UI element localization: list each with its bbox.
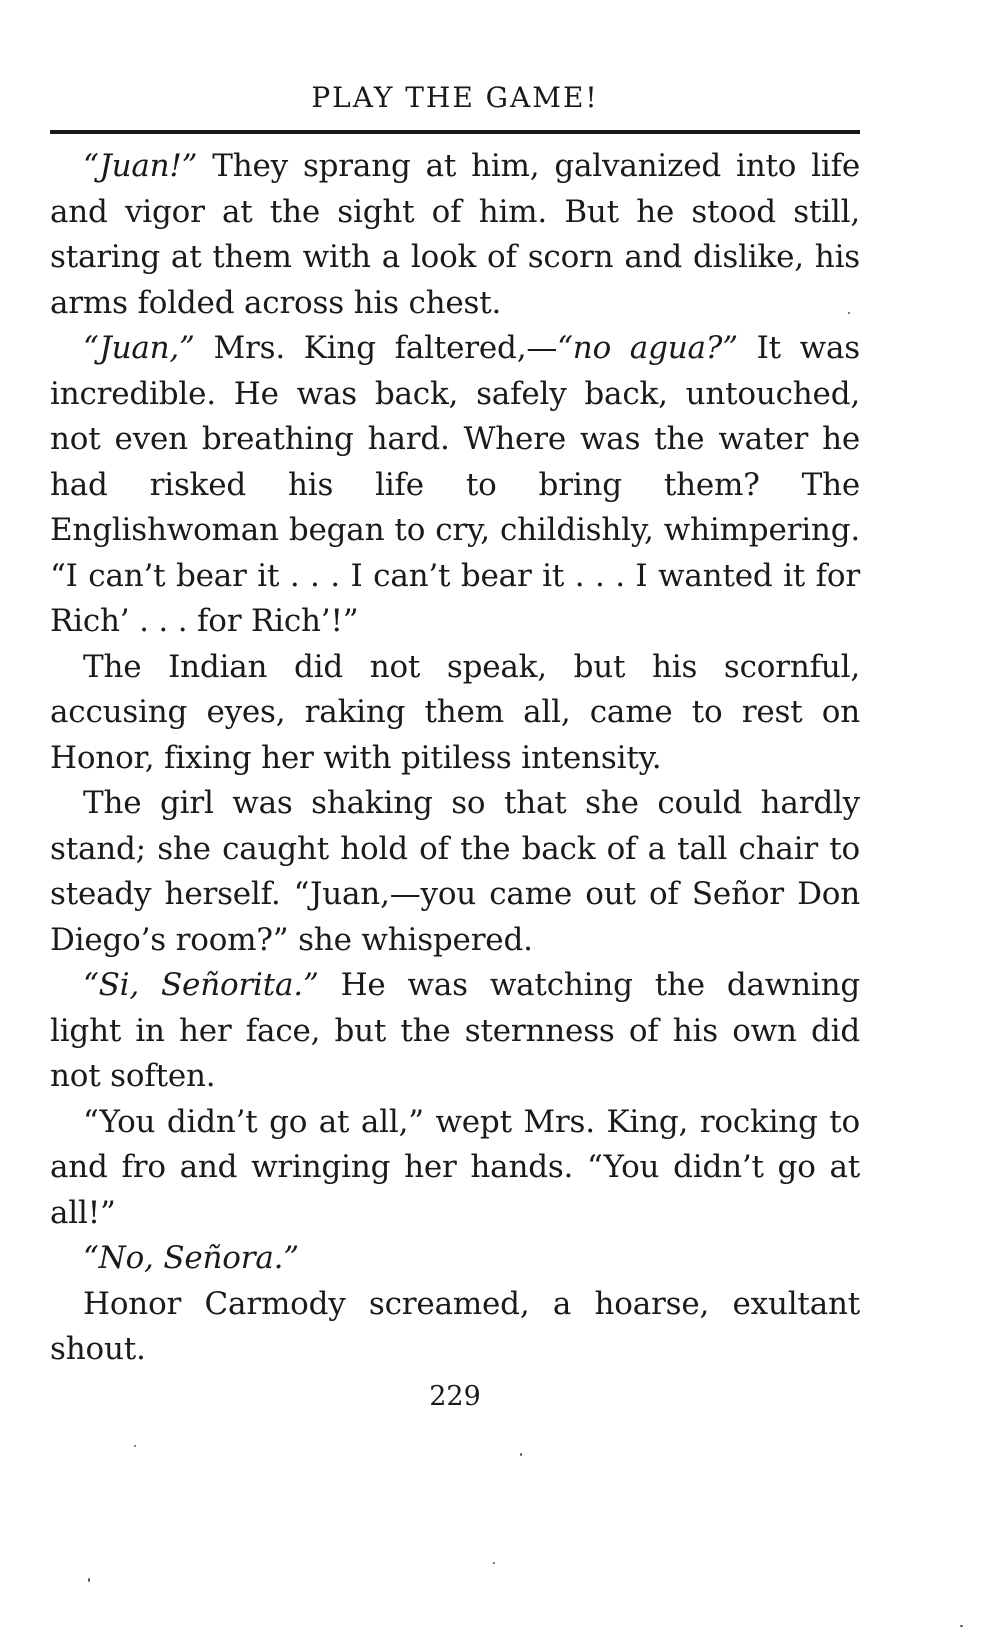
paragraph-text: The girl was shaking so that she could hardly stand; she caught hold of the back of a tall chair to steady herself. “Juan,—you came out of Señor Don Diego’s room?” she whispered. (50, 785, 860, 958)
speck (88, 1578, 90, 1582)
italic-speech: “Si, Señorita.” (83, 967, 319, 1003)
italic-speech: “Juan,” (83, 330, 195, 366)
italic-speech: “no agua?” (557, 330, 738, 366)
speck (960, 1625, 963, 1627)
page-number: 229 (429, 1380, 481, 1412)
paragraph (50, 1100, 860, 1237)
paragraph (50, 963, 860, 1100)
paragraph-text: “You didn’t go at all,” wept Mrs. King, rocking to and fro and wringing her hands. “You didn’t go at all!” (50, 1103, 860, 1231)
book-page (50, 80, 860, 1417)
paragraph-text: They sprang at him, galvanized into life and vigor at the sight of him. But he stood still, staring at them with a look of scorn and dislike, his arms folded across his chest. (50, 148, 860, 321)
paragraph (50, 326, 860, 645)
paragraph-text: Honor Carmody screamed, a hoarse, exultant shout. (50, 1285, 860, 1367)
paragraph (50, 781, 860, 963)
paragraph (50, 144, 860, 326)
paragraph-text: He was watching the dawning light in her face, but the sternness of his own did not soften. (50, 967, 860, 1094)
paragraph (50, 1282, 860, 1373)
paragraph-text: It was incredible. He was back, safely back, untouched, not even breathing hard. Where was the water he had risked his life to bring them? The Englishwoman began to cry, childishly, whimpering. “I can’t bear it . . . I can’t bear it . . . I wanted it for Rich’ . . . for Rich’!” (50, 330, 861, 639)
header-rule (50, 130, 860, 134)
speck (520, 1453, 522, 1456)
italic-speech: “Juan!” (83, 148, 198, 184)
speck (848, 312, 850, 314)
italic-speech: “No, Señora.” (83, 1240, 299, 1276)
speck (493, 1562, 495, 1564)
paragraph-text: The Indian did not speak, but his scornful, accusing eyes, raking them all, came to rest on Honor, fixing her with pitiless intensity. (50, 648, 860, 776)
paragraph (50, 645, 860, 782)
paragraph-text: Mrs. King faltered,— (194, 330, 558, 366)
speck (134, 1445, 136, 1447)
paragraph (50, 1236, 860, 1282)
body-text (50, 144, 860, 1373)
running-head: PLAY THE GAME! (311, 81, 599, 114)
